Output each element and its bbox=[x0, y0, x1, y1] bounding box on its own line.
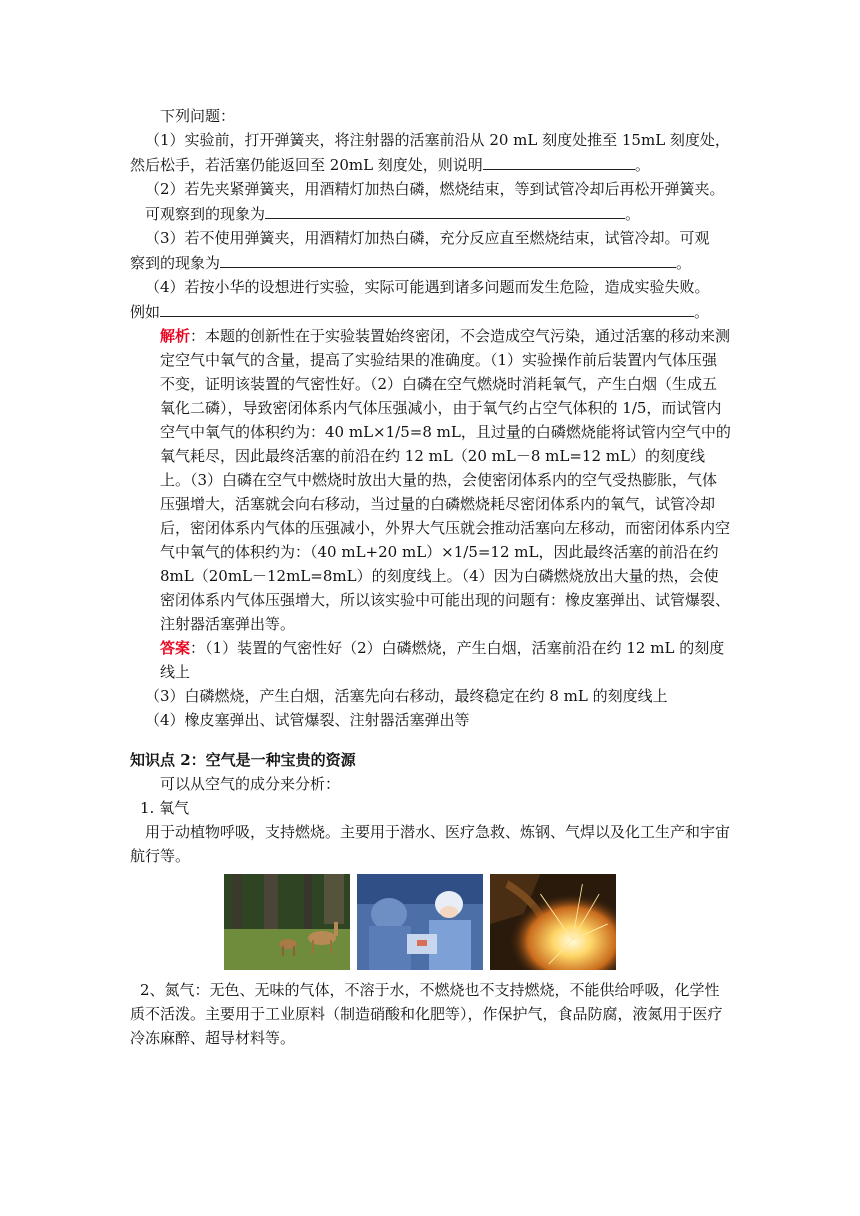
answer-label: 答案 bbox=[160, 639, 191, 657]
question-3-line-b bbox=[130, 250, 732, 275]
oxygen-text: 用于动植物呼吸，支持燃烧。主要用于潜水、医疗急救、炼钢、气焊以及化工生产和宇宙航行等。 bbox=[130, 823, 731, 865]
question-4-end: 。 bbox=[694, 303, 710, 321]
oxygen-photo-row bbox=[224, 874, 732, 970]
question-4-line-a: （4）若按小华的设想进行实验，实际可能遇到诸多问题而发生危险，造成实验失败。 bbox=[145, 278, 710, 296]
answer-colon: ： bbox=[190, 639, 206, 657]
surgery-photo bbox=[357, 874, 483, 970]
answer-1-2: （1）装置的气密性好（2）白磷燃烧，产生白烟，活塞前沿在约 12 mL 的刻度线上 bbox=[160, 639, 725, 681]
section-2-intro: 可以从空气的成分来分析： bbox=[160, 775, 341, 793]
intro-line: 下列问题： bbox=[160, 107, 236, 125]
question-2-line-a: （2）若先夹紧弹簧夹，用酒精灯加热白磷，燃烧结束，等到试管冷却后再松开弹簧夹。 bbox=[145, 180, 725, 198]
question-3-end: 。 bbox=[676, 254, 692, 272]
deer-photo bbox=[224, 874, 350, 970]
question-4-line-b bbox=[130, 299, 732, 324]
answer-4: （4）橡皮塞弹出、试管爆裂、注射器活塞弹出等 bbox=[145, 711, 470, 729]
analysis-text: 本题的创新性在于实验装置始终密闭，不会造成空气污染，通过活塞的移动来测定空气中氧气的含量，提高了实验结果的准确度。（1）实验操作前后装置内气体压强不变，证明该装置的气密性好。（2）白磷在空气燃烧时消耗氧气，产生白烟（生成五氧化二磷），导致密闭体系内气体压强减小，由于氧气约占空气体积的 1/5，而试管内空气中氧气的体积约为：40 mL×1/5=8 mL，且过量的白磷燃烧能将试管内空气中的氧气耗尽，因此最终活塞的前沿在约 12 mL（20 mL－8 mL=12 mL）的刻度线上。（3）白磷在空气中燃烧时放出大量的热，会使密闭体系内的空气受热膨胀，气体压强增大，活塞就会向右移动，当过量的白磷燃烧耗尽密闭体系内的氧气，试管冷却后，密闭体系内气体的压强减小，外界大气压就会推动活塞向左移动，而密闭体系内空气中氧气的体积约为：（40 mL+20 mL）×1/5=12 mL，因此最终活塞的前沿在约 8mL（20mL－12mL=8mL）的刻度线上。（4）因为白磷燃烧放出大量的热，会使密闭体系内气体压强增大，所以该实验中可能出现的问题有：橡皮塞弹出、试管爆裂、注射器活塞弹出等。 bbox=[160, 327, 731, 633]
question-1-line-a: （1）实验前，打开弹簧夹，将注射器的活塞前沿从 20 mL 刻度处推至 15mL 刻度处， bbox=[145, 131, 730, 149]
answer-3: （3）白磷燃烧，产生白烟，活塞先向右移动，最终稳定在约 8 mL 的刻度线上 bbox=[145, 687, 668, 705]
answer-blank-3[interactable] bbox=[220, 250, 676, 268]
question-3-text: 察到的现象为 bbox=[130, 254, 221, 272]
question-3-line-a: （3）若不使用弹簧夹，用酒精灯加热白磷，充分反应直至燃烧结束，试管冷却。可观 bbox=[145, 229, 710, 247]
answer-blank-4[interactable] bbox=[160, 299, 694, 317]
analysis-label: 解析 bbox=[160, 327, 191, 345]
analysis-colon: ： bbox=[190, 327, 206, 345]
question-2-text: 可观察到的现象为 bbox=[145, 205, 266, 223]
oxygen-title: 1. 氧气 bbox=[140, 799, 190, 817]
analysis-paragraph bbox=[130, 324, 732, 636]
document-content bbox=[130, 104, 732, 1050]
answer-blank-2[interactable] bbox=[265, 201, 625, 219]
welding-photo bbox=[490, 874, 616, 970]
section-2-heading: 知识点 2：空气是一种宝贵的资源 bbox=[130, 751, 356, 769]
question-1-text: 然后松手，若活塞仍能返回至 20mL 刻度处，则说明 bbox=[130, 156, 483, 174]
answer-paragraph bbox=[130, 636, 732, 684]
question-2-line-b bbox=[130, 201, 732, 226]
question-2-end: 。 bbox=[625, 205, 641, 223]
nitrogen-text: 2、氮气：无色、无味的气体，不溶于水，不燃烧也不支持燃烧，不能供给呼吸，化学性质不活泼。主要用于工业原料（制造硝酸和化肥等），作保护气，食品防腐，液氮用于医疗冷冻麻醉、超导材料等。 bbox=[130, 981, 723, 1047]
answer-blank-1[interactable] bbox=[483, 152, 635, 170]
question-4-text: 例如 bbox=[130, 303, 161, 321]
question-1-line-b bbox=[130, 152, 732, 177]
question-1-end: 。 bbox=[634, 156, 650, 174]
